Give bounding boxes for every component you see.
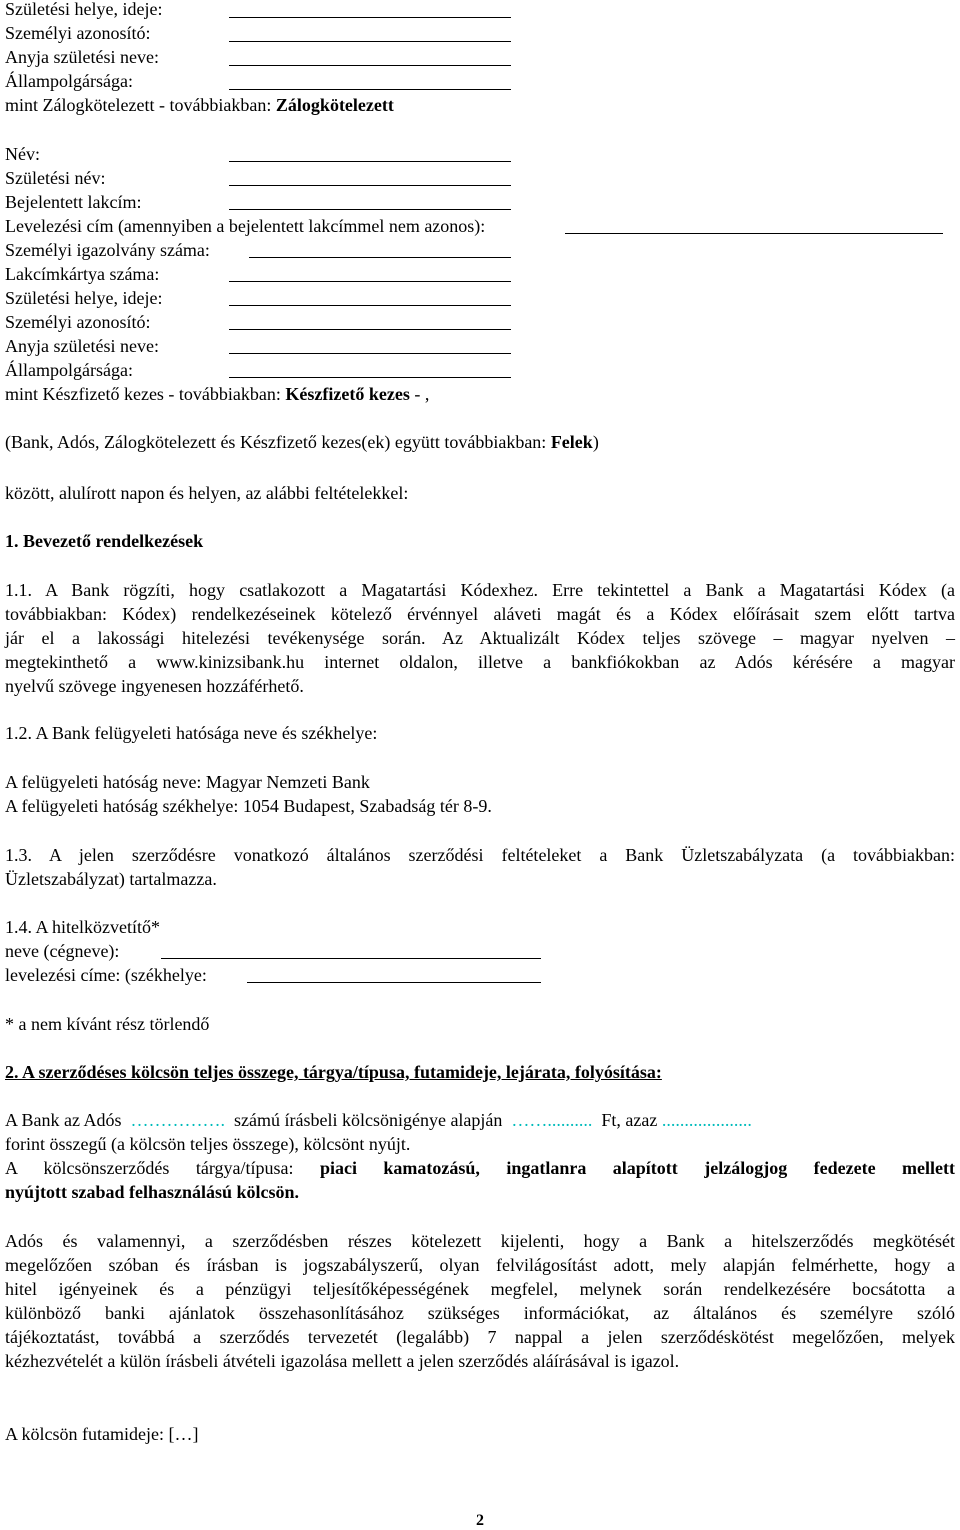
- blank-line: [161, 958, 541, 959]
- guarantor-id-row: [5, 310, 150, 334]
- blank-line: [229, 17, 511, 18]
- deletion-note: * a nem kívánt rész törlendő: [5, 1014, 210, 1034]
- blank-line: [565, 233, 943, 234]
- guarantor-birth-row: [5, 286, 162, 310]
- blank-line: [229, 281, 511, 282]
- amount-blank: ……..........: [511, 1110, 593, 1130]
- field-label: Állampolgársága:: [5, 71, 133, 91]
- para-1-1-line: jár el a lakossági hitelezési tevékenysége során. Az Aktualizált Kódex teljes szövege – magyar nyelven –: [5, 628, 955, 648]
- field-label: Születési helye, ideje:: [5, 0, 163, 19]
- field-label: Anyja születési neve:: [5, 336, 159, 356]
- broker-address-row: levelezési címe: (székhelye:: [5, 965, 207, 985]
- para-1-1-line: nyelvű szövege ingyenesen hozzáférhető.: [5, 676, 304, 696]
- blank-line: [247, 982, 541, 983]
- amount-words-blank: ....................: [661, 1110, 752, 1130]
- field-label: Állampolgársága:: [5, 360, 133, 380]
- application-number-blank: …………….: [130, 1110, 225, 1130]
- field-label: Személyi azonosító:: [5, 312, 151, 332]
- page-number: 2: [476, 1512, 484, 1529]
- guarantor-addresscard-row: [5, 262, 159, 286]
- para-1-1-line: megtekinthető a www.kinizsibank.hu internet oldalon, illetve a bankfiókokban az Adós kérésére a magyar: [5, 652, 955, 672]
- pledger-mother-row: [5, 45, 159, 69]
- statement-line: megelőzően szóban és írásban is jogszabályszerű, olyan felvilágosítást adott, mely alapján felmérhette, hogy a: [5, 1255, 955, 1275]
- blank-line: [229, 329, 511, 330]
- section2-heading: 2. A szerződéses kölcsön teljes összege, tárgya/típusa, futamideje, lejárata, folyósítása:: [5, 1062, 662, 1082]
- guarantor-idcard-row: [5, 238, 210, 262]
- broker-name-row: neve (cégneve):: [5, 941, 120, 961]
- loan-type-line: A kölcsönszerződés tárgya/típusa: piaci kamatozású, ingatlanra alapított jelzálogjog fedezete mellett: [5, 1158, 956, 1178]
- pledger-birth-row: [5, 0, 162, 21]
- para-1-3-line: 1.3. A jelen szerződésre vonatkozó általános szerződési feltételeket a Bank Üzletszabályzata (a továbbiakban:: [5, 845, 955, 865]
- field-label: Személyi azonosító:: [5, 23, 151, 43]
- field-label: Bejelentett lakcím:: [5, 192, 142, 212]
- guarantor-name-row: [5, 142, 40, 166]
- blank-line: [229, 353, 511, 354]
- blank-line: [249, 257, 511, 258]
- amount-line-2: forint összegű (a kölcsön teljes összege), kölcsönt nyújt.: [5, 1134, 411, 1154]
- blank-line: [229, 377, 511, 378]
- statement-line: kézhezvételét a külön írásbeli átvételi igazolása mellett a jelen szerződés aláírásával is igazol.: [5, 1351, 680, 1371]
- guarantor-address-row: [5, 190, 141, 214]
- amount-line: A Bank az Adós ……………. számú írásbeli kölcsönigénye alapján …….......... Ft, azaz ....................: [5, 1110, 752, 1130]
- authority-name: A felügyeleti hatóság neve: Magyar Nemzeti Bank: [5, 772, 370, 792]
- between-clause: között, alulírott napon és helyen, az alábbi feltételekkel:: [5, 483, 409, 503]
- guarantor-citizenship-row: [5, 358, 133, 382]
- blank-line: [229, 65, 511, 66]
- para-1-1-line: 1.1. A Bank rögzíti, hogy csatlakozott a Magatartási Kódexhez. Erre tekintettel a Bank a Magatartási Kódex (a: [5, 580, 955, 600]
- guarantor-role: mint Készfizető kezes - továbbiakban: Készfizető kezes - ,: [5, 384, 430, 404]
- statement-line: tájékoztatást, továbbá a szerződés tervezetét (legalább) 7 nappal a jelen szerződéskötést megelőzően, melyek: [5, 1327, 955, 1347]
- field-label: Név:: [5, 144, 40, 164]
- field-label: Születési név:: [5, 168, 106, 188]
- pledger-role: mint Zálogkötelezett - továbbiakban: Zálogkötelezett: [5, 95, 394, 115]
- para-1-3-line: Üzletszabályzat) tartalmazza.: [5, 869, 217, 889]
- statement-line: Adós és valamennyi, a szerződésben részes kötelezett kijelenti, hogy a Bank a hitelszerződés megkötését: [5, 1231, 955, 1251]
- blank-line: [229, 305, 511, 306]
- loan-term: A kölcsön futamideje: […]: [5, 1424, 199, 1444]
- loan-type-line: nyújtott szabad felhasználású kölcsön.: [5, 1182, 300, 1202]
- para-1-2: 1.2. A Bank felügyeleti hatósága neve és székhelye:: [5, 723, 378, 743]
- blank-line: [229, 89, 511, 90]
- field-label: Lakcímkártya száma:: [5, 264, 160, 284]
- section1-heading: 1. Bevezető rendelkezések: [5, 531, 204, 551]
- para-1-4: 1.4. A hitelközvetítő*: [5, 917, 160, 937]
- field-label: Anyja születési neve:: [5, 47, 159, 67]
- blank-line: [229, 161, 511, 162]
- blank-line: [229, 209, 511, 210]
- field-label: Születési helye, ideje:: [5, 288, 163, 308]
- field-label: Levelezési cím (amennyiben a bejelentett lakcímmel nem azonos):: [5, 216, 486, 236]
- field-label: Személyi igazolvány száma:: [5, 240, 210, 260]
- guarantor-mother-row: [5, 334, 159, 358]
- guarantor-birthname-row: [5, 166, 105, 190]
- pledger-citizenship-row: [5, 69, 133, 93]
- statement-line: hitel igényeinek és a pénzügyi teljesítőképességének megfelel, melynek során rendelkezésére bocsátotta a: [5, 1279, 955, 1299]
- authority-seat: A felügyeleti hatóság székhelye: 1054 Budapest, Szabadság tér 8-9.: [5, 796, 492, 816]
- para-1-1-line: továbbiakban: Kódex) rendelkezéseinek kötelező érvénnyel aláveti magát és a Kódex előírásait szem előtt tartva: [5, 604, 955, 624]
- statement-line: különböző banki ajánlatok összehasonlításához szükséges információkat, az általános és személyre szóló: [5, 1303, 955, 1323]
- blank-line: [229, 185, 511, 186]
- blank-line: [229, 41, 511, 42]
- pledger-id-row: [5, 21, 150, 45]
- guarantor-mailing-row: [5, 214, 485, 238]
- parties-definition: (Bank, Adós, Zálogkötelezett és Készfizető kezes(ek) együtt továbbiakban: Felek): [5, 432, 599, 452]
